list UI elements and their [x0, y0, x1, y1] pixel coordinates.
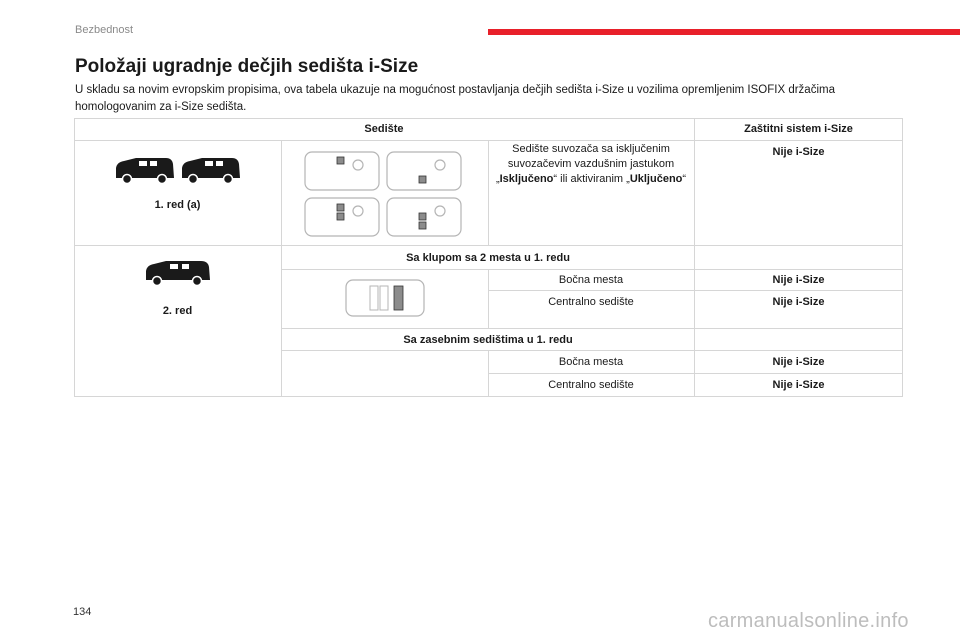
group1-center-seat: Centralno sedište: [548, 296, 634, 308]
row1-value: Nije i-Size: [772, 146, 825, 158]
page-number: 134: [73, 606, 92, 618]
row2-group2-title: Sa zasebnim sedištima u 1. redu: [403, 334, 573, 346]
header-accent-bar: [488, 29, 960, 35]
group2-side-seats: Bočna mesta: [558, 356, 624, 368]
van-silhouette-icon: [143, 260, 213, 288]
group1-side-value: Nije i-Size: [772, 274, 825, 286]
group1-center-value: Nije i-Size: [772, 296, 825, 308]
group1-side-seats: Bočna mesta: [558, 274, 624, 286]
row1-label: 1. red (a): [154, 199, 201, 211]
header-seat: Sedište: [364, 123, 404, 135]
group2-center-value: Nije i-Size: [772, 379, 825, 391]
section-label: Bezbednost: [75, 24, 134, 36]
header-isize-system: Zaštitni sistem i-Size: [744, 123, 853, 135]
group2-side-value: Nije i-Size: [772, 356, 825, 368]
intro-paragraph: U skladu sa novim evropskim propisima, ova tabela ukazuje na mogućnost postavljanja dečjih sedišta i-Size u vozilima opremljenim ISOFIX držačima homologovanim za i-Size sedišta.: [75, 84, 835, 113]
group2-center-seat: Centralno sedište: [548, 379, 634, 391]
van-silhouettes-icon: [112, 156, 242, 186]
row2-label: 2. red: [162, 305, 193, 317]
isize-table: [74, 118, 903, 397]
bench-seat-diagram-icon: [344, 278, 426, 318]
seat-layout-diagram-icon: [303, 150, 463, 238]
row2-group1-title: Sa klupom sa 2 mesta u 1. redu: [406, 252, 570, 264]
watermark: carmanualsonline.info: [708, 610, 909, 632]
page-title: Položaji ugradnje dečjih sedišta i-Size: [75, 56, 419, 77]
row1-description: Sedište suvozača sa isključenim suvozačevim vazdušnim jastukom „Isključeno“ ili aktiviranim „Uključeno“: [495, 143, 687, 185]
